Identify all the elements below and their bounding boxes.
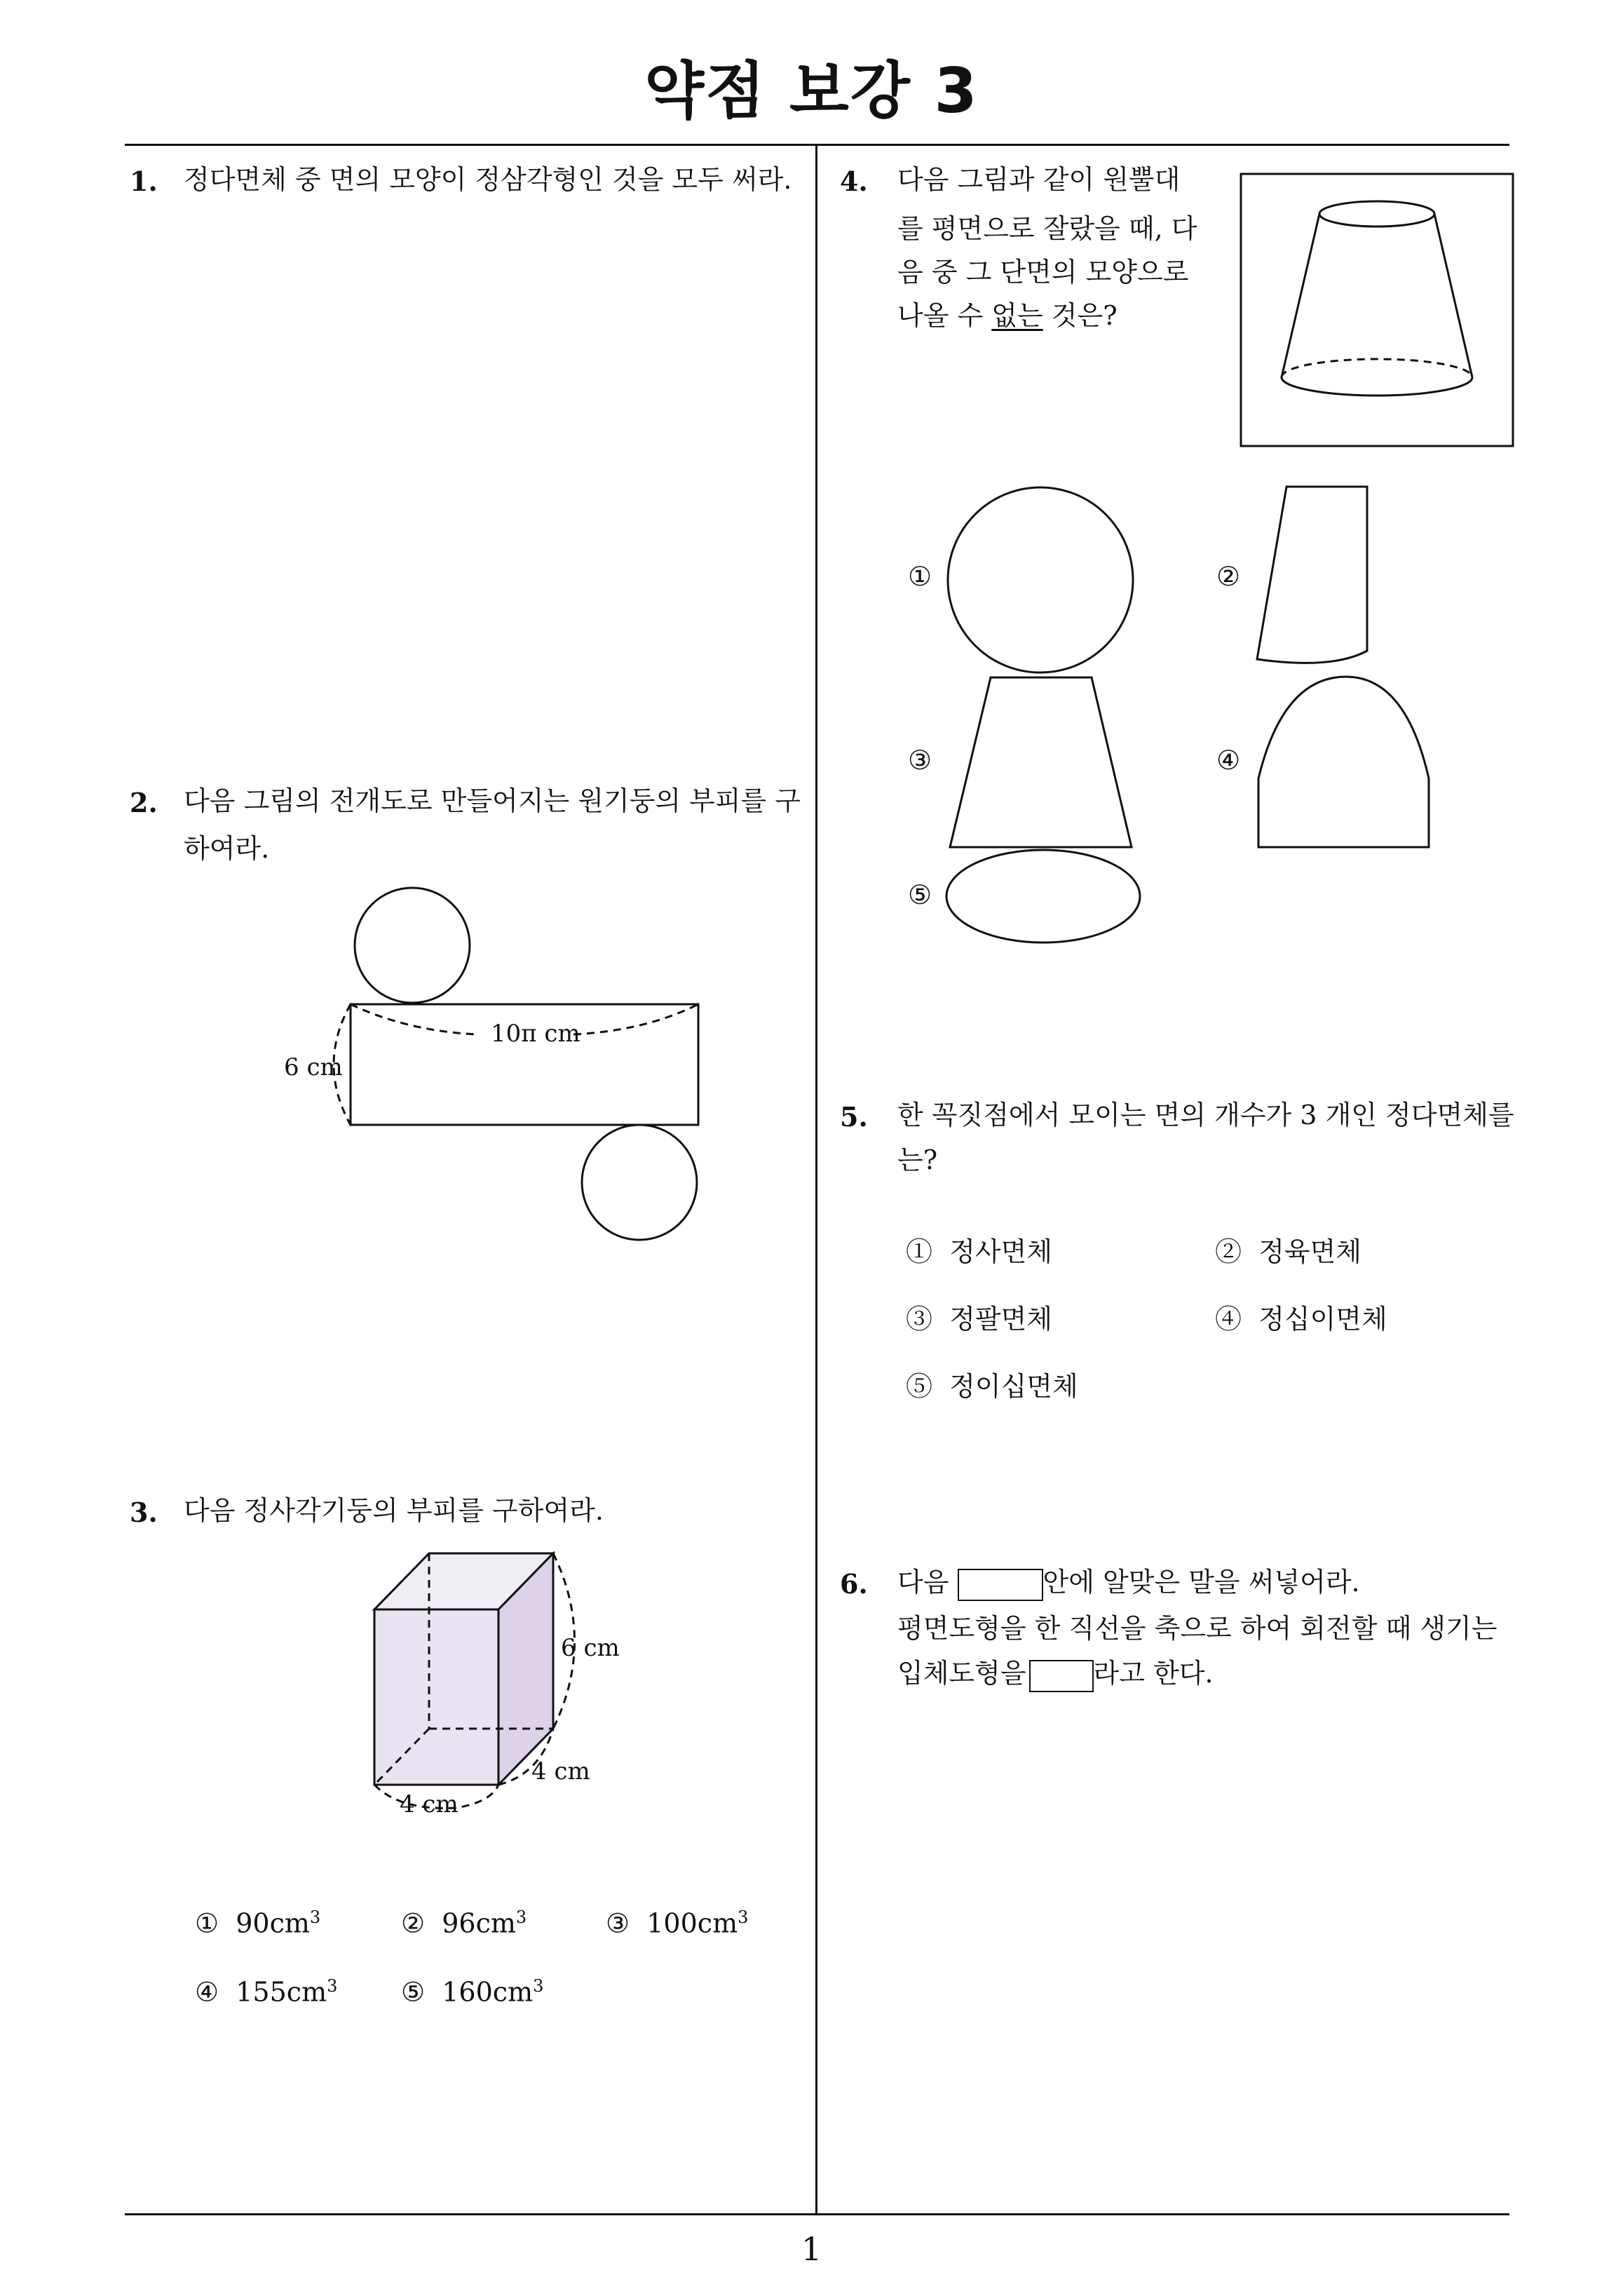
option-marker: ⑤ <box>401 1976 426 2008</box>
q1-number: 1. <box>130 166 158 197</box>
page-number: 1 <box>801 2230 822 2268</box>
q6-number: 6. <box>840 1568 868 1600</box>
q5-option-4[interactable] <box>1215 1297 1387 1336</box>
q4-option-2-marker[interactable]: ② <box>1216 561 1241 592</box>
option-label: 정십이면체 <box>1258 1304 1387 1335</box>
q6-answer-box-2[interactable] <box>1029 1660 1094 1692</box>
q6-line3-post: 라고 한다. <box>1093 1658 1214 1689</box>
option-exponent: 3 <box>738 1907 749 1927</box>
prism-width-label: 4 cm <box>400 1790 459 1818</box>
option-marker: ③ <box>906 1304 933 1335</box>
q4-line4-pre: 나올 수 <box>897 300 992 331</box>
q5-text-line2: 는? <box>897 1144 938 1175</box>
q6-line1-pre: 다음 <box>897 1567 949 1598</box>
q5-text-line1: 한 꼭짓점에서 모이는 면의 개수가 3 개인 정다면체를 <box>897 1100 1514 1130</box>
q3-number: 3. <box>130 1497 158 1528</box>
option-marker: ① <box>195 1907 219 1939</box>
option-marker: ④ <box>1215 1304 1242 1335</box>
option-label: 정육면체 <box>1258 1236 1362 1267</box>
option-value: 100cm <box>646 1907 738 1939</box>
q4-text-line1: 다음 그림과 같이 원뿔대 <box>897 164 1181 195</box>
option5-ellipse-shape <box>946 850 1140 943</box>
option-exponent: 3 <box>533 1976 544 1996</box>
option-exponent: 3 <box>309 1907 321 1927</box>
option-marker: ② <box>1215 1236 1242 1267</box>
q6-text-line3 <box>897 1652 1214 1694</box>
option-marker: ④ <box>195 1976 219 2008</box>
prism-depth-label: 4 cm <box>531 1757 590 1785</box>
option-marker: ⑤ <box>906 1371 933 1402</box>
option-value: 96cm <box>442 1907 516 1939</box>
q4-option-5-marker[interactable]: ⑤ <box>908 879 932 910</box>
option3-trapezoid-shape <box>950 677 1132 847</box>
option4-parabola-shape <box>1258 677 1429 847</box>
q5-option-3[interactable] <box>906 1297 1052 1336</box>
option-exponent: 3 <box>327 1976 338 1996</box>
option-label: 정이십면체 <box>949 1371 1078 1402</box>
q4-option-1-marker[interactable]: ① <box>908 561 932 592</box>
option-marker: ③ <box>606 1907 630 1939</box>
option2-partial-trapezoid-shape <box>1257 487 1367 663</box>
net-height-label: 6 cm <box>284 1053 343 1081</box>
q1-text: 정다면체 중 면의 모양이 정삼각형인 것을 모두 써라. <box>184 164 792 195</box>
q6-text-line2: 평면도형을 한 직선을 축으로 하여 회전할 때 생기는 <box>897 1613 1498 1644</box>
q4-option-3-marker[interactable]: ③ <box>908 745 932 776</box>
q3-text: 다음 정사각기둥의 부피를 구하여라. <box>184 1495 604 1526</box>
prism-height-label: 6 cm <box>561 1634 620 1662</box>
q2-text-line1: 다음 그림의 전개도로 만들어지는 원기둥의 부피를 구 <box>184 785 801 816</box>
q4-number: 4. <box>840 166 868 197</box>
q6-line3-pre: 입체도형을 <box>897 1658 1026 1689</box>
q5-number: 5. <box>840 1101 868 1133</box>
q2-text-line2: 하여라. <box>184 833 270 864</box>
q6-answer-box-1[interactable] <box>958 1569 1043 1601</box>
q4-underlined-word: 없는 <box>991 300 1043 331</box>
option-exponent: 3 <box>515 1907 527 1927</box>
option-label: 정사면체 <box>949 1236 1053 1267</box>
q4-text-line3: 음 중 그 단면의 모양으로 <box>897 257 1189 288</box>
q4-line4-post: 것은? <box>1043 300 1118 331</box>
q4-text-line2: 를 평면으로 잘랐을 때, 다 <box>897 213 1197 244</box>
option-marker: ① <box>906 1236 933 1267</box>
option-value: 155cm <box>236 1976 327 2008</box>
net-circumference-label: 10π cm <box>491 1020 580 1048</box>
q5-option-2[interactable] <box>1215 1230 1361 1269</box>
q6-line1-post: 안에 알맞은 말을 써넣어라. <box>1043 1567 1360 1598</box>
q6-text-line1 <box>897 1561 1360 1603</box>
option1-circle-shape <box>948 487 1133 673</box>
q5-option-5[interactable] <box>906 1365 1078 1403</box>
page-title: 약점 보강 3 <box>644 55 979 127</box>
q4-option-4-marker[interactable]: ④ <box>1216 745 1241 776</box>
option-marker: ② <box>401 1907 426 1939</box>
q2-number: 2. <box>130 787 158 818</box>
option-label: 정팔면체 <box>949 1304 1053 1335</box>
option-value: 90cm <box>236 1907 310 1939</box>
option-value: 160cm <box>442 1976 534 2008</box>
q5-option-1[interactable] <box>906 1230 1052 1269</box>
